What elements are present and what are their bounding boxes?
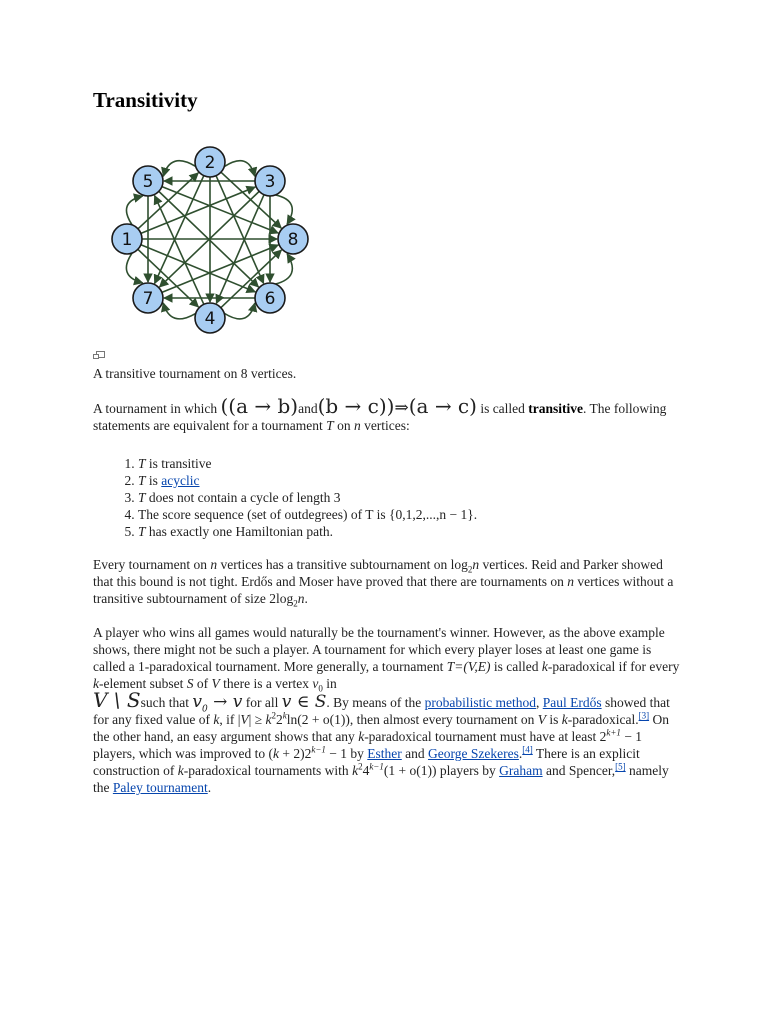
vertex-label: 5 <box>142 172 154 192</box>
vertex-label: 2 <box>204 153 216 173</box>
math-formula: ((a → b) <box>220 394 299 418</box>
vertex-label: 4 <box>204 309 216 329</box>
var: T <box>326 418 334 433</box>
reference-4-link[interactable]: [4] <box>522 744 533 755</box>
list-item: 2. T is acyclic <box>138 472 477 489</box>
equivalent-conditions-list <box>93 455 477 540</box>
vertex-label: 6 <box>264 289 276 309</box>
tournament-edge <box>276 195 293 224</box>
math-formula: (a → c) <box>408 394 477 418</box>
tournament-edge <box>126 196 142 225</box>
text: on <box>333 418 354 433</box>
tournament-edge <box>224 161 254 177</box>
vertex-label: 3 <box>264 172 276 192</box>
george-szekeres-link[interactable]: George Szekeres <box>428 746 519 761</box>
vertex-label: 7 <box>142 289 154 309</box>
graph-vertex <box>133 283 163 313</box>
tournament-edge <box>275 254 292 284</box>
text: and <box>298 401 318 416</box>
tournament-edge <box>163 161 195 177</box>
tournament-edge <box>163 303 195 319</box>
tournament-edge <box>224 303 255 319</box>
enlarge-icon[interactable] <box>93 348 105 357</box>
acyclic-link[interactable]: acyclic <box>161 473 200 488</box>
definition-paragraph <box>93 394 683 434</box>
bold-term: transitive <box>528 401 584 416</box>
math-formula: $v_0 \to v$ <box>192 692 243 715</box>
math-formula: V \ S <box>93 688 141 712</box>
graph-vertex <box>278 224 308 254</box>
esther-link[interactable]: Esther <box>367 746 402 761</box>
article <box>93 86 683 795</box>
text: vertices: <box>360 418 410 433</box>
reference-5-link[interactable]: [5] <box>615 761 626 772</box>
math-formula: (b → c)) <box>317 394 395 418</box>
text: A tournament in which <box>93 401 221 416</box>
tournament-figure <box>98 146 328 346</box>
var: n <box>353 418 361 433</box>
graham-link[interactable]: Graham <box>499 763 543 778</box>
list-item: 4. The score sequence (set of outdegrees) of T is {0,1,2,...,n − 1}. <box>138 506 477 523</box>
graph-vertex <box>195 147 225 177</box>
graph-vertex <box>133 166 163 196</box>
vertex-label: 8 <box>287 230 299 250</box>
probabilistic-method-link[interactable]: probabilistic method <box>424 695 536 710</box>
graph-vertex <box>255 283 285 313</box>
figure-caption: A transitive tournament on 8 vertices. <box>93 366 297 381</box>
graph-vertex <box>112 224 142 254</box>
math-formula: v ∈ S <box>281 692 327 712</box>
graph-vertex <box>255 166 285 196</box>
subtournament-paragraph: Every tournament on n vertices has a transitive subtournament on $\log_2n$ vertices. Reid and Parker showed that this bound is not tight. Erdős and Moser have proved that there are tournaments on n vertices without a transitive subtournament of size $2\log_2n$. <box>93 557 674 609</box>
graph-vertex <box>195 303 225 333</box>
text: . The following statements are equivalent for a tournament <box>93 401 667 433</box>
vertex-label: 1 <box>121 230 133 250</box>
tournament-graph <box>98 146 328 346</box>
paradoxical-paragraph: A player who wins all games would naturally be the tournament's winner. However, as the above example shows, there might not be such a player. A tournament for which every player loses at least one game is called a 1-paradoxical tournament. More generally, a tournament T=(V,E) is called k-paradoxical if for every k-element subset S of V there is a vertex $v_0$ in V \ Ssuch that $v_0 \to v$ for all v ∈ S. By means of the probabilistic method, Paul Erdős showed that for any fixed value of k, if $|V| \ge k^22^k\ln(2 + o(1))$, then almost every tournament on V is k-paradoxical.[3] On the other hand, an easy argument shows that any k-paradoxical tournament must have at least $2^{k+1} - 1$ players, which was improved to $(k + 2)2^{k-1} - 1$ by Esther and George Szekeres.[4] There is an explicit construction of k-paradoxical tournaments with $k^24^{k-1}(1 + o(1))$ players by Graham and Spencer,[5] namely the Paley tournament. <box>93 625 680 795</box>
paley-tournament-link[interactable]: Paley tournament <box>112 780 208 795</box>
tournament-edge <box>126 253 142 283</box>
list-item: 1. T is transitive <box>138 455 477 472</box>
paul-erdos-link[interactable]: Paul Erdős <box>542 695 602 710</box>
list-item: 3. T does not contain a cycle of length 3 <box>138 489 477 506</box>
text: is called <box>476 401 529 416</box>
reference-3-link[interactable]: [3] <box>638 710 650 721</box>
page-title: Transitivity <box>93 88 198 112</box>
implies-symbol: ⇒ <box>394 398 409 418</box>
list-item: 5. T has exactly one Hamiltonian path. <box>138 523 477 540</box>
